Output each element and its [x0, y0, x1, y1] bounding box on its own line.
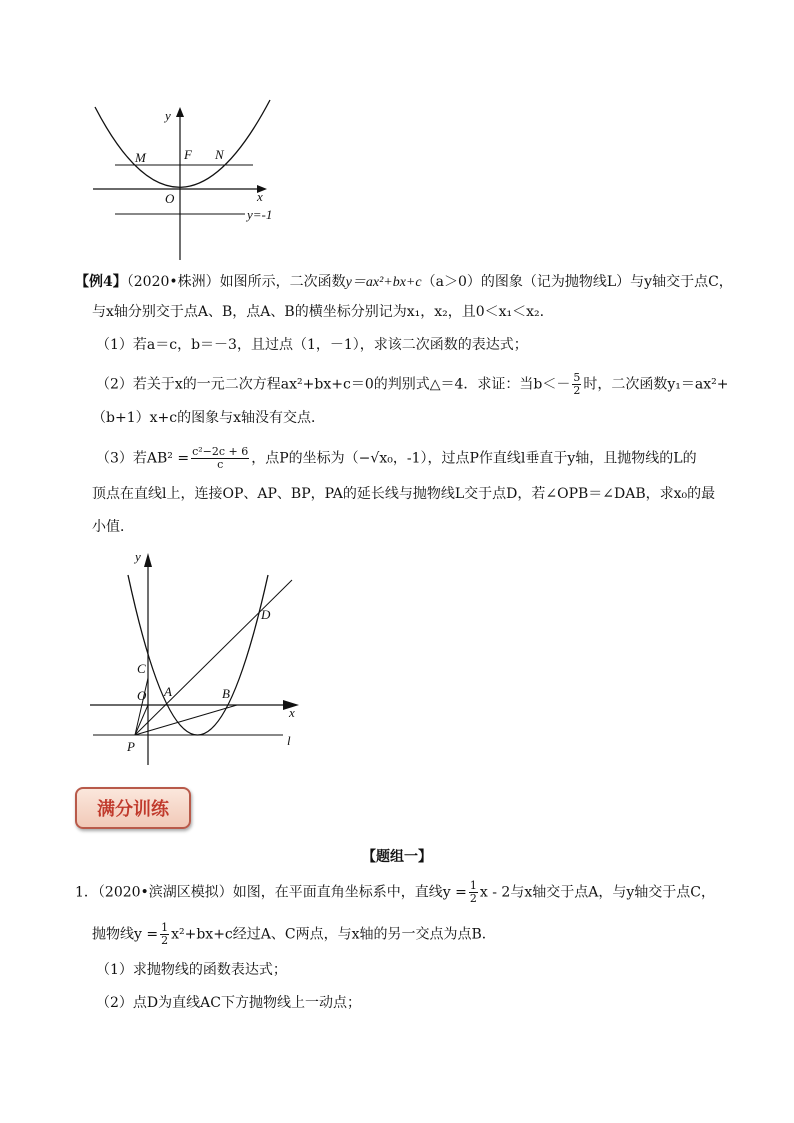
label-c: C — [137, 661, 146, 676]
label-y: y — [135, 549, 141, 564]
label-p: P — [127, 739, 135, 754]
example4-q1: （1）若a＝c，b＝－3，且过点（1，－1），求该二次函数的表达式； — [96, 337, 528, 353]
example4-q2-line1 — [96, 372, 728, 397]
y-axis-arrow — [144, 553, 152, 567]
q2-frac-den: 2 — [573, 384, 581, 397]
section-title: 【题组一】 — [362, 849, 432, 865]
p1-line2-frac-num: 1 — [161, 921, 169, 934]
q3-frac-num: c²−2c + 6 — [192, 445, 249, 458]
example4-q3-line3: 小值． — [92, 519, 134, 535]
example-tag: 【例4】 — [75, 274, 127, 290]
problem1-q1: （1）求抛物线的函数表达式； — [96, 962, 287, 978]
label-x: x — [257, 189, 263, 204]
q2-fraction — [572, 372, 581, 397]
label-m: M — [135, 150, 146, 165]
label-a: A — [164, 684, 172, 699]
label-o: O — [137, 688, 147, 703]
q2-b: 时，二次函数y₁＝ax²+ — [583, 376, 729, 393]
example4-q3-line1 — [96, 446, 697, 471]
p1-line2-frac-den: 2 — [161, 934, 169, 947]
figure-parabola-ab — [85, 545, 310, 770]
p1-line2-fraction — [160, 922, 169, 947]
parabola — [95, 100, 270, 187]
example-intro-b: 的图象（记为抛物线L）与y轴交于点C， — [480, 274, 733, 290]
y-axis-arrow — [176, 107, 184, 117]
label-f: F — [184, 147, 192, 162]
example-intro-a: 如图所示，二次函数 — [219, 274, 346, 290]
q3-b: ，点P的坐标为（−√x₀，-1），过点P作直线l垂直于y轴，且抛物线的L的 — [251, 450, 697, 467]
p1-line1-b: x - 2与x轴交于点A，与y轴交于点C， — [479, 884, 715, 901]
q2-a: （2）若关于x的一元二次方程ax²+bx+c＝0的判别式△＝4．求证：当b＜－ — [96, 376, 571, 393]
label-l: l — [287, 733, 291, 748]
q3-fraction — [191, 446, 249, 471]
label-b: B — [222, 686, 230, 701]
p1-line2-b: x²+bx+c经过A、C两点，与x轴的另一交点为点B． — [171, 926, 496, 943]
p1-line1-frac-den: 2 — [469, 892, 477, 905]
example4-q2-line2: （b+1）x+c的图象与x轴没有交点． — [92, 410, 325, 426]
p1-line1-a: 1．（2020•滨湖区模拟）如图，在平面直角坐标系中，直线y = — [75, 884, 467, 901]
p1-line1-frac-num: 1 — [469, 879, 477, 892]
q3-a: （3）若AB² = — [96, 450, 190, 467]
example4-line1 — [75, 272, 733, 293]
label-x: x — [289, 705, 295, 720]
banner-text: 满分训练 — [97, 799, 169, 820]
q2-frac-num: 5 — [573, 371, 581, 384]
label-d: D — [261, 607, 271, 622]
problem1-q2: （2）点D为直线AC下方抛物线上一动点； — [96, 995, 361, 1011]
example4-q3-line2: 顶点在直线l上，连接OP、AP、BP，PA的延长线与抛物线L交于点D，若∠OPB＝∠DAB，求x₀的最 — [92, 486, 716, 502]
p1-line2-a: 抛物线y = — [92, 926, 159, 943]
line-pc — [135, 678, 148, 735]
example-cond: （a＞0） — [421, 274, 481, 290]
example-func: y＝ax²+bx+c — [345, 275, 422, 290]
training-banner — [75, 787, 191, 829]
line-po — [135, 705, 148, 735]
example-source: （2020•株洲） — [126, 274, 220, 290]
label-directrix: y=-1 — [247, 207, 273, 222]
p1-line1-fraction — [469, 880, 478, 905]
problem1-line1 — [75, 880, 715, 905]
problem1-line2 — [92, 922, 496, 947]
label-n: N — [215, 147, 224, 162]
label-y: y — [165, 108, 171, 123]
label-o: O — [165, 191, 175, 206]
figure-parabola-focus — [85, 95, 285, 265]
q3-frac-den: c — [217, 458, 224, 471]
example4-line2: 与x轴分别交于点A、B，点A、B的横坐标分别记为x₁，x₂，且0＜x₁＜x₂. — [92, 304, 545, 320]
parabola-l — [128, 575, 268, 735]
